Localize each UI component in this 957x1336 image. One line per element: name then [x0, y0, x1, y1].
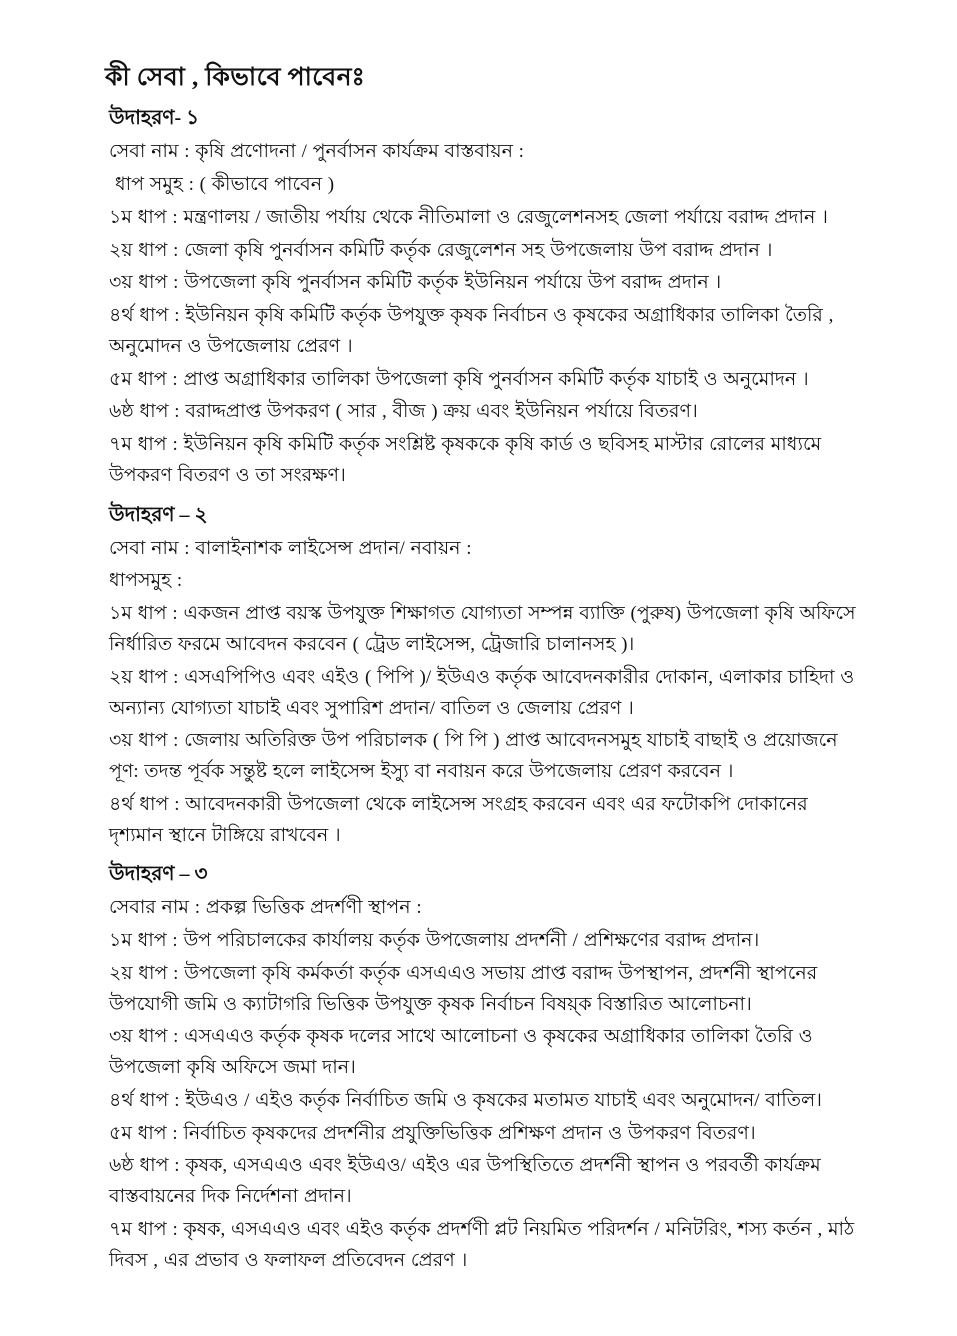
step-item: ৭ম ধাপ : কৃষক, এসএএও এবং এইও কর্তৃক প্রদর্শণী প্লট নিয়মিত পরিদর্শন / মনিটরিং, শস্য কর্তন , মাঠ দিবস , এর প্রভাব ও ফলাফল প্রতিবেদন প্রেরণ ।	[109, 1218, 855, 1271]
steps-label-2: ধাপসমুহ :	[109, 570, 183, 592]
step-item: ৪র্থ ধাপ : ইউএও / এইও কর্তৃক নির্বাচিত জমি ও কৃষকের মতামত যাচাই এবং অনুমোদন/ বাতিল।	[109, 1089, 822, 1111]
steps-label-1: ধাপ সমুহ : ( কীভাবে পাবেন )	[115, 174, 335, 196]
step-item: ২য় ধাপ : উপজেলা কৃষি কর্মকর্তা কর্তৃক এসএএও সভায় প্রাপ্ত বরাদ্দ উপস্থাপন, প্রদর্শনী স্থাপনের উপযোগী জমি ও ক্যাটাগরি ভিত্তিক উপযুক্ত কৃষক নির্বাচন বিষয়্ক বিস্তারিত আলোচনা।	[109, 962, 818, 1015]
service-name-3: সেবার নাম : প্রকল্প ভিত্তিক প্রদর্শণী স্থাপন :	[109, 897, 422, 919]
service-name-1: সেবা নাম : কৃষি প্রণোদনা / পুনর্বাসন কার্যক্রম বাস্তবায়ন :	[109, 141, 524, 163]
section-example-2	[105, 502, 865, 852]
step-item: ৪র্থ ধাপ : আবেদনকারী উপজেলা থেকে লাইসেন্স সংগ্রহ করবেন এবং এর ফটোকপি দোকানের দৃশ্যমান স্থানে টাঙ্গিয়ে রাখবেন ।	[109, 793, 808, 846]
step-item: ৫ম ধাপ : নির্বাচিত কৃষকদের প্রদর্শনীর প্রযুক্তিভিত্তিক প্রশিক্ষণ প্রদান ও উপকরণ বিতরণ।	[109, 1122, 756, 1144]
step-item: ১ম ধাপ : একজন প্রাপ্ত বয়স্ক উপযুক্ত শিক্ষাগত যোগ্যতা সম্পন্ন ব্যাক্তি (পুরুষ) উপজেলা কৃষি অফিসে নির্ধারিত ফরমে আবেদন করবেন ( ট্রেড লাইসেন্স, ট্রেজারি চালানসহ )।	[109, 603, 856, 655]
section-heading-1: উদাহরণ- ১	[109, 107, 200, 130]
page-title: কী সেবা , কিভাবে পাবেনঃ	[105, 64, 366, 91]
step-item: ২য় ধাপ : জেলা কৃষি পুনর্বাসন কমিটি কর্তৃক রেজুলেশন সহ উপজেলায় উপ বরাদ্দ প্রদান ।	[109, 239, 773, 261]
section-heading-3: উদাহরণ – ৩	[109, 863, 208, 886]
section-example-3	[105, 861, 865, 1276]
service-name-2: সেবা নাম : বালাইনাশক লাইসেন্স প্রদান/ নবায়ন :	[109, 537, 472, 559]
step-item: ৬ষ্ঠ ধাপ : বরাদ্দপ্রাপ্ত উপকরণ ( সার , বীজ ) ক্রয় এবং ইউনিয়ন পর্যায়ে বিতরণ।	[109, 401, 698, 423]
step-item: ৬ষ্ঠ ধাপ : কৃষক, এসএএও এবং ইউএও/ এইও এর উপস্থিতিতে প্রদর্শনী স্থাপন ও পরবর্তী কার্যক্রম বাস্তবায়নের দিক নির্দেশনা প্রদান।	[109, 1155, 821, 1208]
step-item: ১ম ধাপ : মন্ত্রণালয় / জাতীয় পর্যায় থেকে নীতিমালা ও রেজুলেশনসহ জেলা পর্যায়ে বরাদ্দ প্রদান ।	[109, 206, 828, 228]
section-example-1	[105, 105, 865, 491]
step-item: ৪র্থ ধাপ : ইউনিয়ন কৃষি কমিটি কর্তৃক উপযুক্ত কৃষক নির্বাচন ও কৃষকের অগ্রাধিকার তালিকা তৈরি , অনুমোদন ও উপজেলায় প্রেরণ ।	[109, 305, 834, 357]
step-item: ৭ম ধাপ : ইউনিয়ন কৃষি কমিটি কর্তৃক সংশ্লিষ্ট কৃষককে কৃষি কার্ড ও ছবিসহ মাস্টার রোলের মাধ্যমে উপকরণ বিতরণ ও তা সংরক্ষণ।	[109, 434, 822, 486]
section-heading-2: উদাহরণ – ২	[109, 503, 208, 526]
step-item: ৩য় ধাপ : এসএএও কর্তৃক কৃষক দলের সাথে আলোচনা ও কৃষকের অগ্রাধিকার তালিকা তৈরি ও উপজেলা কৃষি অফিসে জমা দান।	[109, 1026, 813, 1079]
step-item: ২য় ধাপ : এসএপিপিও এবং এইও ( পিপি )/ ইউএও কর্তৃক আবেদনকারীর দোকান, এলাকার চাহিদা ও অন্যান্য যোগ্যতা যাচাই এবং সুপারিশ প্রদান/ বাতিল ও জেলায় প্রেরণ ।	[109, 666, 855, 719]
step-item: ৫ম ধাপ : প্রাপ্ত অগ্রাধিকার তালিকা উপজেলা কৃষি পুনর্বাসন কমিটি কর্তৃক যাচাই ও অনুমোদন ।	[109, 368, 809, 390]
step-item: ৩য় ধাপ : উপজেলা কৃষি পুনর্বাসন কমিটি কর্তৃক ইউনিয়ন পর্যায়ে উপ বরাদ্দ প্রদান ।	[109, 272, 722, 294]
step-item: ৩য় ধাপ : জেলায় অতিরিক্ত উপ পরিচালক ( পি পি ) প্রাপ্ত আবেদনসমুহ যাচাই বাছাই ও প্রয়োজনে পূণ: তদন্ত পূর্বক সন্তুষ্ট হলে লাইসেন্স ইস্যু বা নবায়ন করে উপজেলায় প্রেরণ করবেন ।	[109, 730, 838, 783]
step-item: ১ম ধাপ : উপ পরিচালকের কার্যালয় কর্তৃক উপজেলায় প্রদর্শনী / প্রশিক্ষণের বরাদ্দ প্রদান।	[109, 930, 760, 952]
